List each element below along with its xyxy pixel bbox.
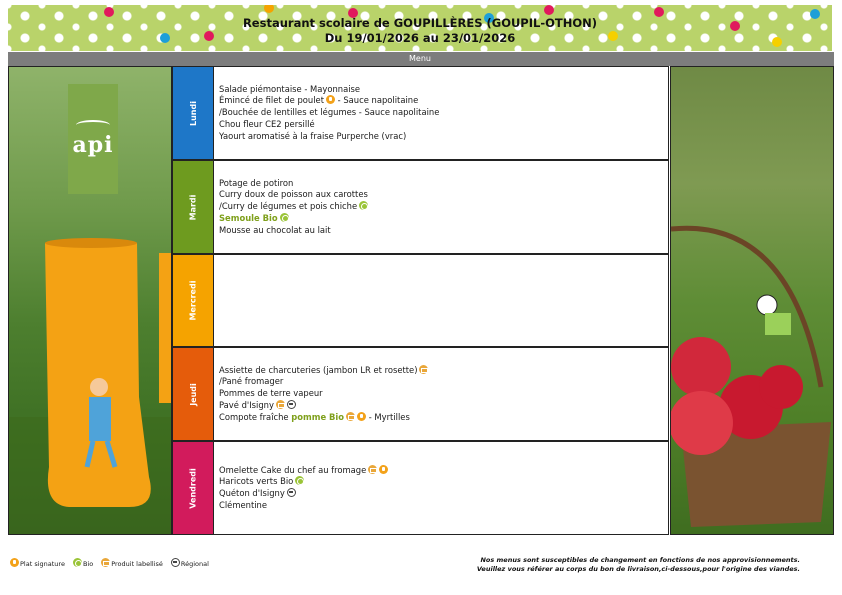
menu-line [219,365,663,377]
dish-text: /Pané fromager [219,376,284,387]
date-range: Du 19/01/2026 au 23/01/2026 [324,31,516,45]
organic-icon [73,558,82,567]
dish-text: - Myrtilles [366,411,410,422]
dish-text: Pommes de terre vapeur [219,388,323,399]
dish-text: Chou fleur CE2 persillé [219,118,315,129]
day-tab-jeudi [172,347,214,441]
dish-text: /Curry de légumes et pois chiche [219,201,358,212]
dish-text: Curry doux de poisson aux carottes [219,189,368,200]
decorative-dot [264,5,274,13]
organic-icon [359,201,368,210]
day-label: Mardi [188,194,198,220]
right-photo [670,66,834,535]
day-label: Mercredi [188,280,198,321]
menu-line [219,84,663,96]
organic-icon [295,476,304,485]
menu-line [219,95,663,107]
signature-dish-icon [326,95,335,104]
menu-line [219,107,663,119]
menu-line [219,500,663,512]
footnote-line-2: Veuillez vous référer au corps du bon de livraison,ci-dessous,pour l'origine des viandes. [476,565,800,573]
labelled-product-icon [419,365,428,374]
menu-line [219,189,663,201]
day-tab-vendredi [172,441,214,535]
dish-text: Yaourt aromatisé à la fraise Purperche (vrac) [219,130,407,141]
menu-line [219,465,663,477]
legend-item [8,558,65,568]
day-label: Vendredi [188,467,198,509]
dish-text: Salade piémontaise - Mayonnaise [219,83,361,94]
menu-line [219,400,663,412]
dish-text: /Bouchée de lentilles et légumes - Sauce napolitaine [219,107,440,118]
menu-line [219,225,663,237]
dish-text: Clémentine [219,499,268,510]
header-bar-right [668,52,834,66]
menu-line [219,376,663,388]
header-banner [8,5,832,51]
left-photo [8,66,172,535]
header-bar-left [8,52,172,66]
legend-item [169,558,209,568]
legend-item [71,558,93,568]
dish-text: Compote fraîche [219,411,292,422]
menu-line [219,412,663,424]
legend-label: Produit labellisé [111,560,163,568]
labelled-product-icon [276,400,285,409]
api-logo [68,84,118,194]
dish-text: Émincé de filet de poulet [219,95,324,106]
labelled-product-icon [101,558,110,567]
dish-text: Pavé d'Isigny [219,399,274,410]
dish-text: Mousse au chocolat au lait [219,224,331,235]
menu-line [219,388,663,400]
day-label: Jeudi [188,382,198,406]
day-tab-mercredi [172,254,214,347]
regional-icon [287,400,296,409]
apple-basket-illustration [671,67,834,535]
dish-text: Assiette de charcuteries (jambon LR et rosette) [219,364,418,375]
logo-text: api [72,132,114,158]
bio-dish-text: Semoule Bio [219,212,278,223]
day-label: Lundi [188,100,198,126]
legend [8,558,209,568]
footnote-line-1: Nos menus sont susceptibles de changement en fonctions de nos approvisionnements. [480,556,800,564]
menu-cell-mercredi [213,254,669,347]
dish-text: Omelette Cake du chef au fromage [219,464,367,475]
menu-line [219,488,663,500]
page-title: Restaurant scolaire de GOUPILLÈRES (GOUPIL-OTHON) [242,16,598,30]
menu-line [219,476,663,488]
labelled-product-icon [368,465,377,474]
day-tab-mardi [172,160,214,254]
legend-label: Régional [180,560,209,568]
signature-dish-icon [10,558,19,567]
regional-icon [171,558,180,567]
dish-text: Quéton d'Isigny [219,488,285,498]
legend-label: Plat signature [20,560,65,568]
menu-cell-lundi [213,66,669,160]
menu-cell-vendredi [213,441,669,535]
organic-icon [280,213,289,222]
signature-dish-icon [379,465,388,474]
menu-column-header: Menu [172,52,668,66]
regional-icon [287,488,296,497]
logo-arc [76,120,110,130]
day-tab-lundi [172,66,214,160]
menu-cell-mardi [213,160,669,254]
legend-item [99,558,163,568]
menu-line [219,213,663,225]
menu-line [219,131,663,143]
decorative-dot [544,5,554,15]
menu-line [219,201,663,213]
menu-cell-jeudi [213,347,669,441]
labelled-product-icon [346,412,355,421]
menu-line [219,178,663,190]
dish-text: - Sauce napolitaine [334,95,419,106]
bio-dish-text: pomme Bio [291,411,345,422]
dish-text: Potage de potiron [219,177,294,188]
legend-label: Bio [82,560,94,568]
menu-line [219,119,663,131]
signature-dish-icon [357,412,366,421]
footnote [380,556,800,574]
dish-text: Haricots verts Bio [219,476,294,487]
